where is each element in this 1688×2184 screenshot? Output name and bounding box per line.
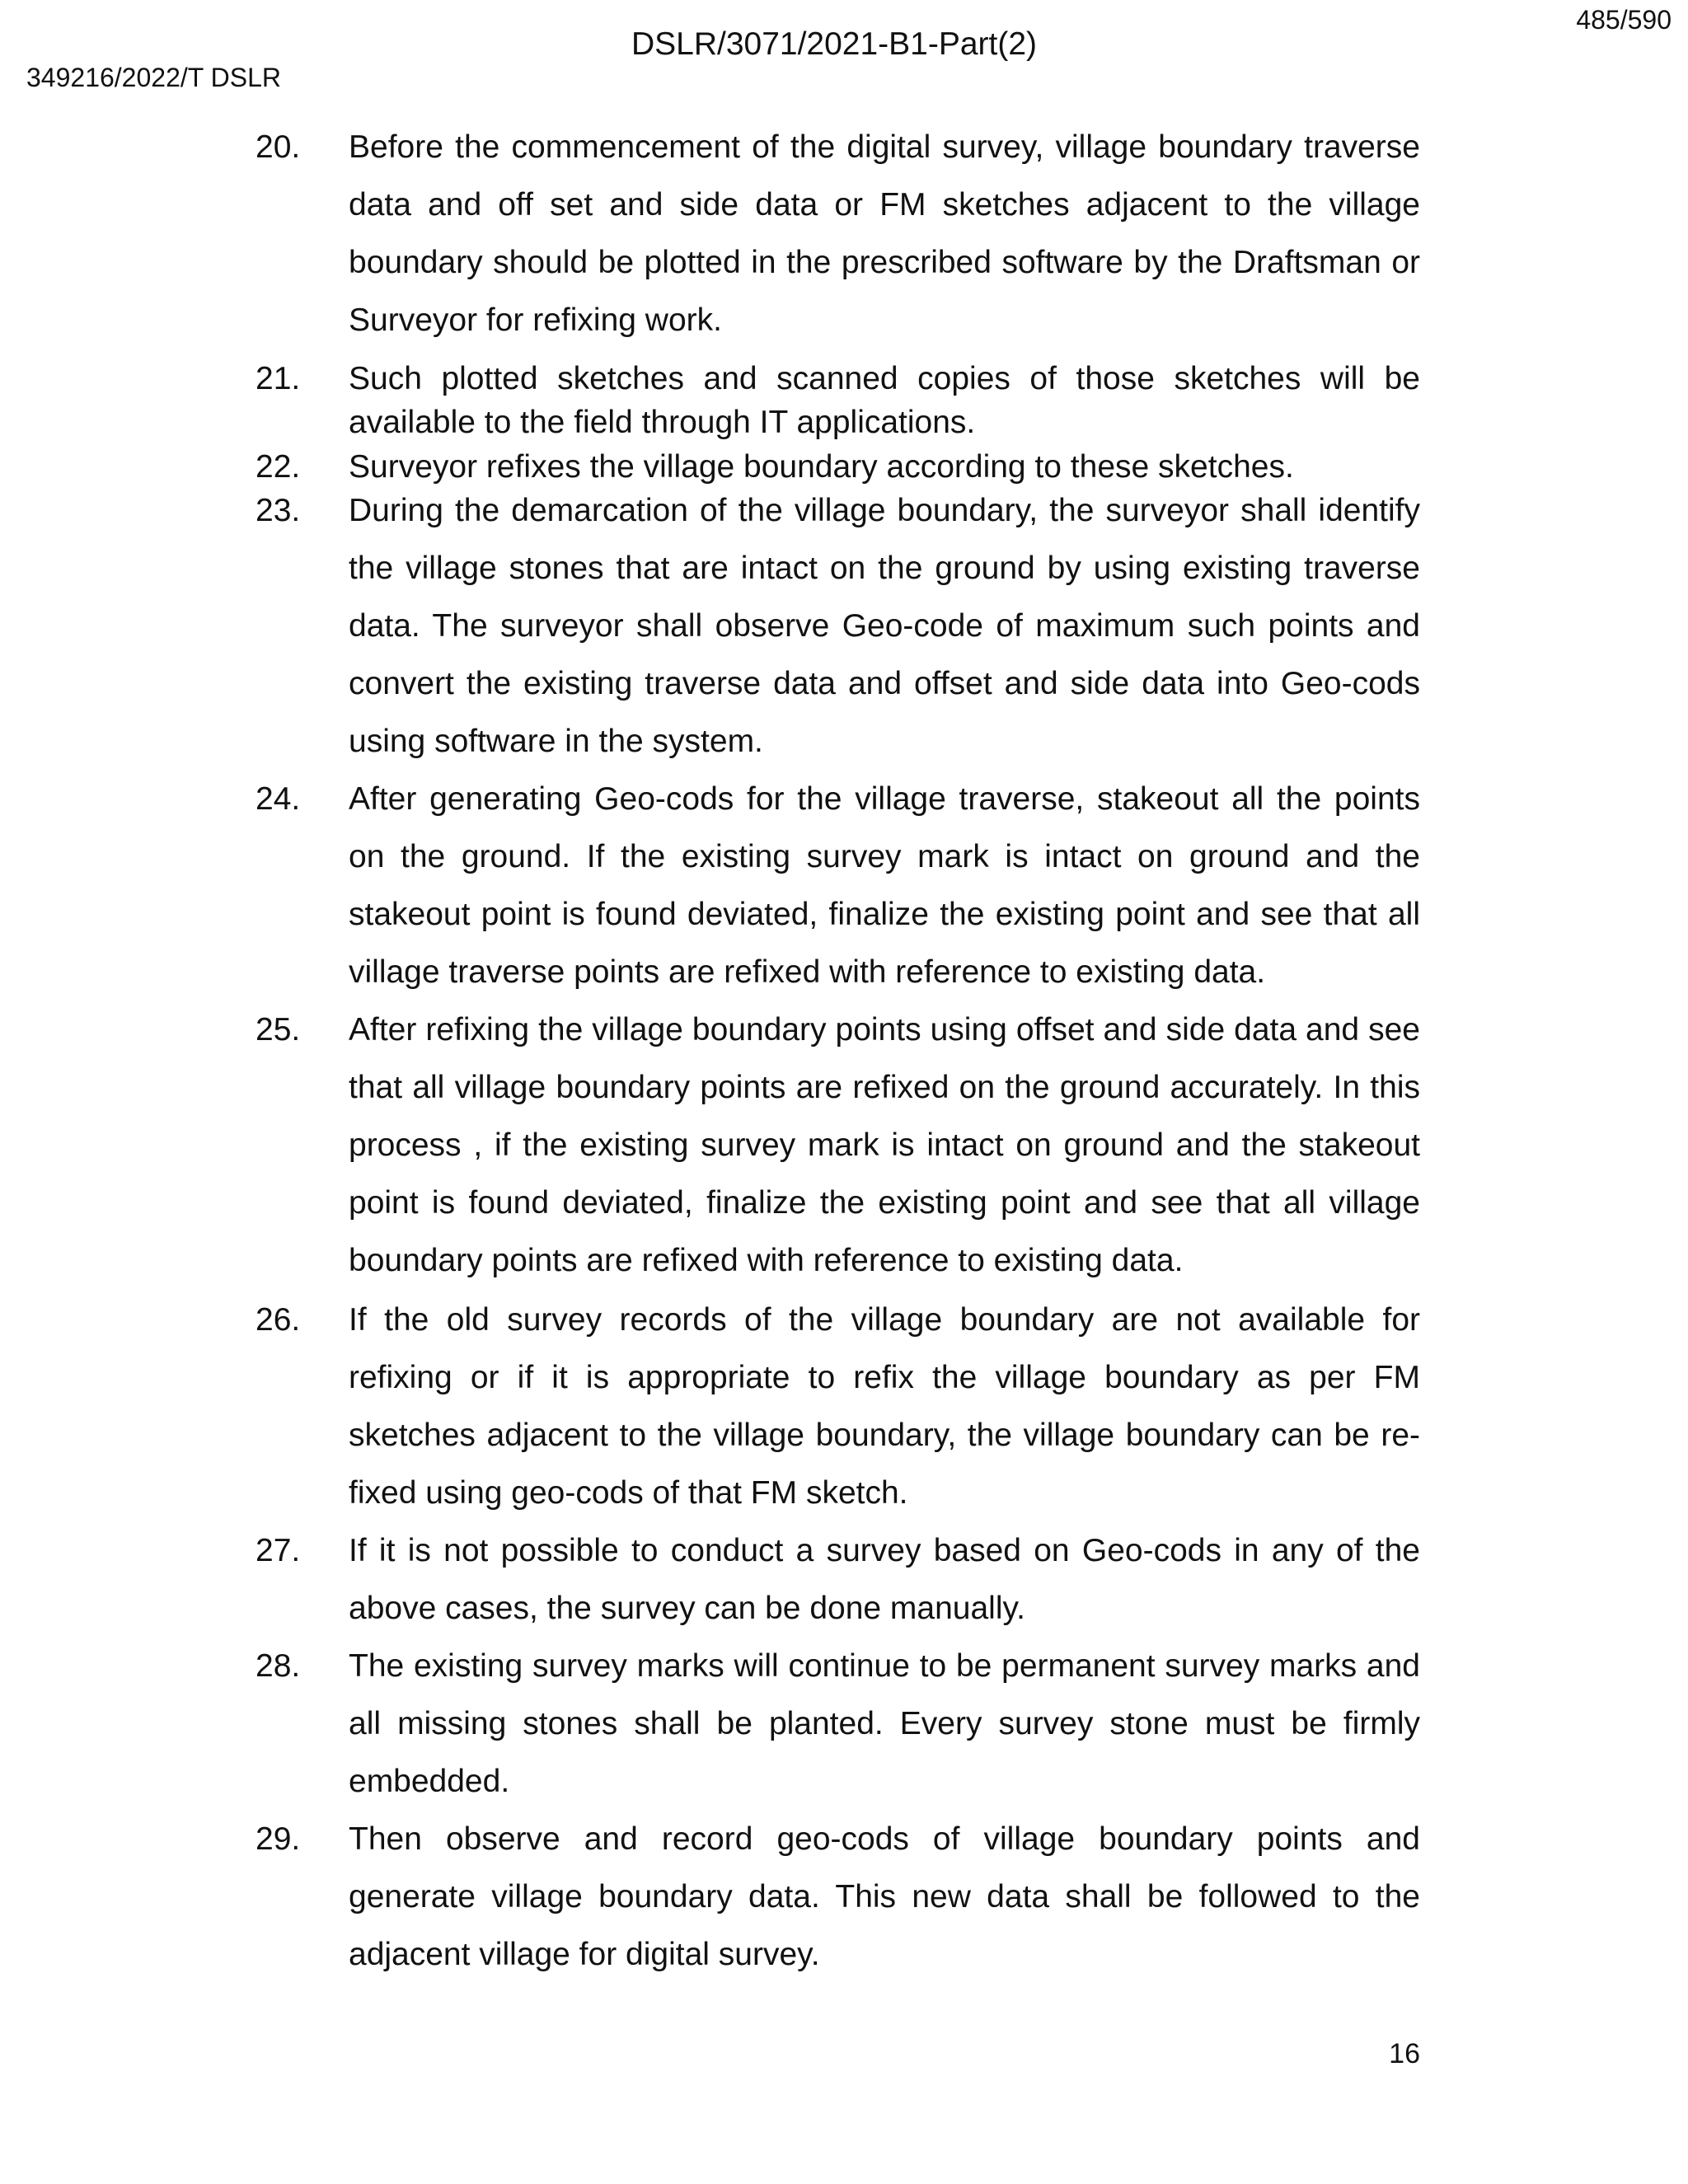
item-text: If the old survey records of the village boundary are not available for refixing or if it is appropriate to refix the village boundary as per FM sketches adjacent to the village boundary, the village boundary can be re-fixed using geo-cods of that FM sketch. (349, 1302, 1420, 1511)
case-number: DSLR/3071/2021-B1-Part(2) (631, 26, 1038, 62)
item-number: 23. (256, 493, 301, 528)
item-text: Such plotted sketches and scanned copies of those sketches will be available to the field through IT applications. (349, 361, 1420, 440)
item-text: During the demarcation of the village boundary, the surveyor shall identify the village stones that are intact on the ground by using existing traverse data. The surveyor shall observe Geo-code of maximum such points and convert the existing traverse data and offset and side data into Geo-cods using software in the system. (349, 493, 1420, 759)
item-text: After generating Geo-cods for the village traverse, stakeout all the points on the ground. If the existing survey mark is intact on ground and the stakeout point is found deviated, finalize the existing point and see that all village traverse points are refixed with reference to existing data. (349, 781, 1420, 990)
item-number: 28. (256, 1648, 301, 1684)
item-number: 22. (256, 449, 301, 485)
item-number: 29. (256, 1821, 301, 1857)
item-number: 24. (256, 781, 301, 817)
item-text: Before the commencement of the digital survey, village boundary traverse data and off set and side data or FM sketches adjacent to the village boundary should be plotted in the prescribed software by the Draftsman or Surveyor for refixing work. (349, 129, 1420, 338)
item-number: 25. (256, 1012, 301, 1047)
case-number-header (0, 25, 1688, 64)
item-text: The existing survey marks will continue to be permanent survey marks and all missing stones shall be planted. Every survey stone must be firmly embedded. (349, 1648, 1420, 1799)
item-text: After refixing the village boundary points using offset and side data and see that all village boundary points are refixed on the ground accurately. In this process , if the existing survey mark is intact on ground and the stakeout point is found deviated, finalize the existing point and see that all village boundary points are refixed with reference to existing data. (349, 1012, 1420, 1278)
item-number: 27. (256, 1533, 301, 1568)
item-text: Surveyor refixes the village boundary according to these sketches. (349, 449, 1294, 485)
item-text: Then observe and record geo-cods of village boundary points and generate village boundary data. This new data shall be followed to the adjacent village for digital survey. (349, 1821, 1420, 1972)
page-counter: 485/590 (1576, 5, 1672, 35)
item-number: 20. (256, 129, 301, 165)
page-number: 16 (1389, 2038, 1420, 2069)
item-text: If it is not possible to conduct a survey based on Geo-cods in any of the above cases, the survey can be done manually. (349, 1533, 1420, 1626)
item-number: 26. (256, 1302, 301, 1338)
item-number: 21. (256, 361, 301, 396)
file-reference: 349216/2022/T DSLR (26, 63, 281, 92)
